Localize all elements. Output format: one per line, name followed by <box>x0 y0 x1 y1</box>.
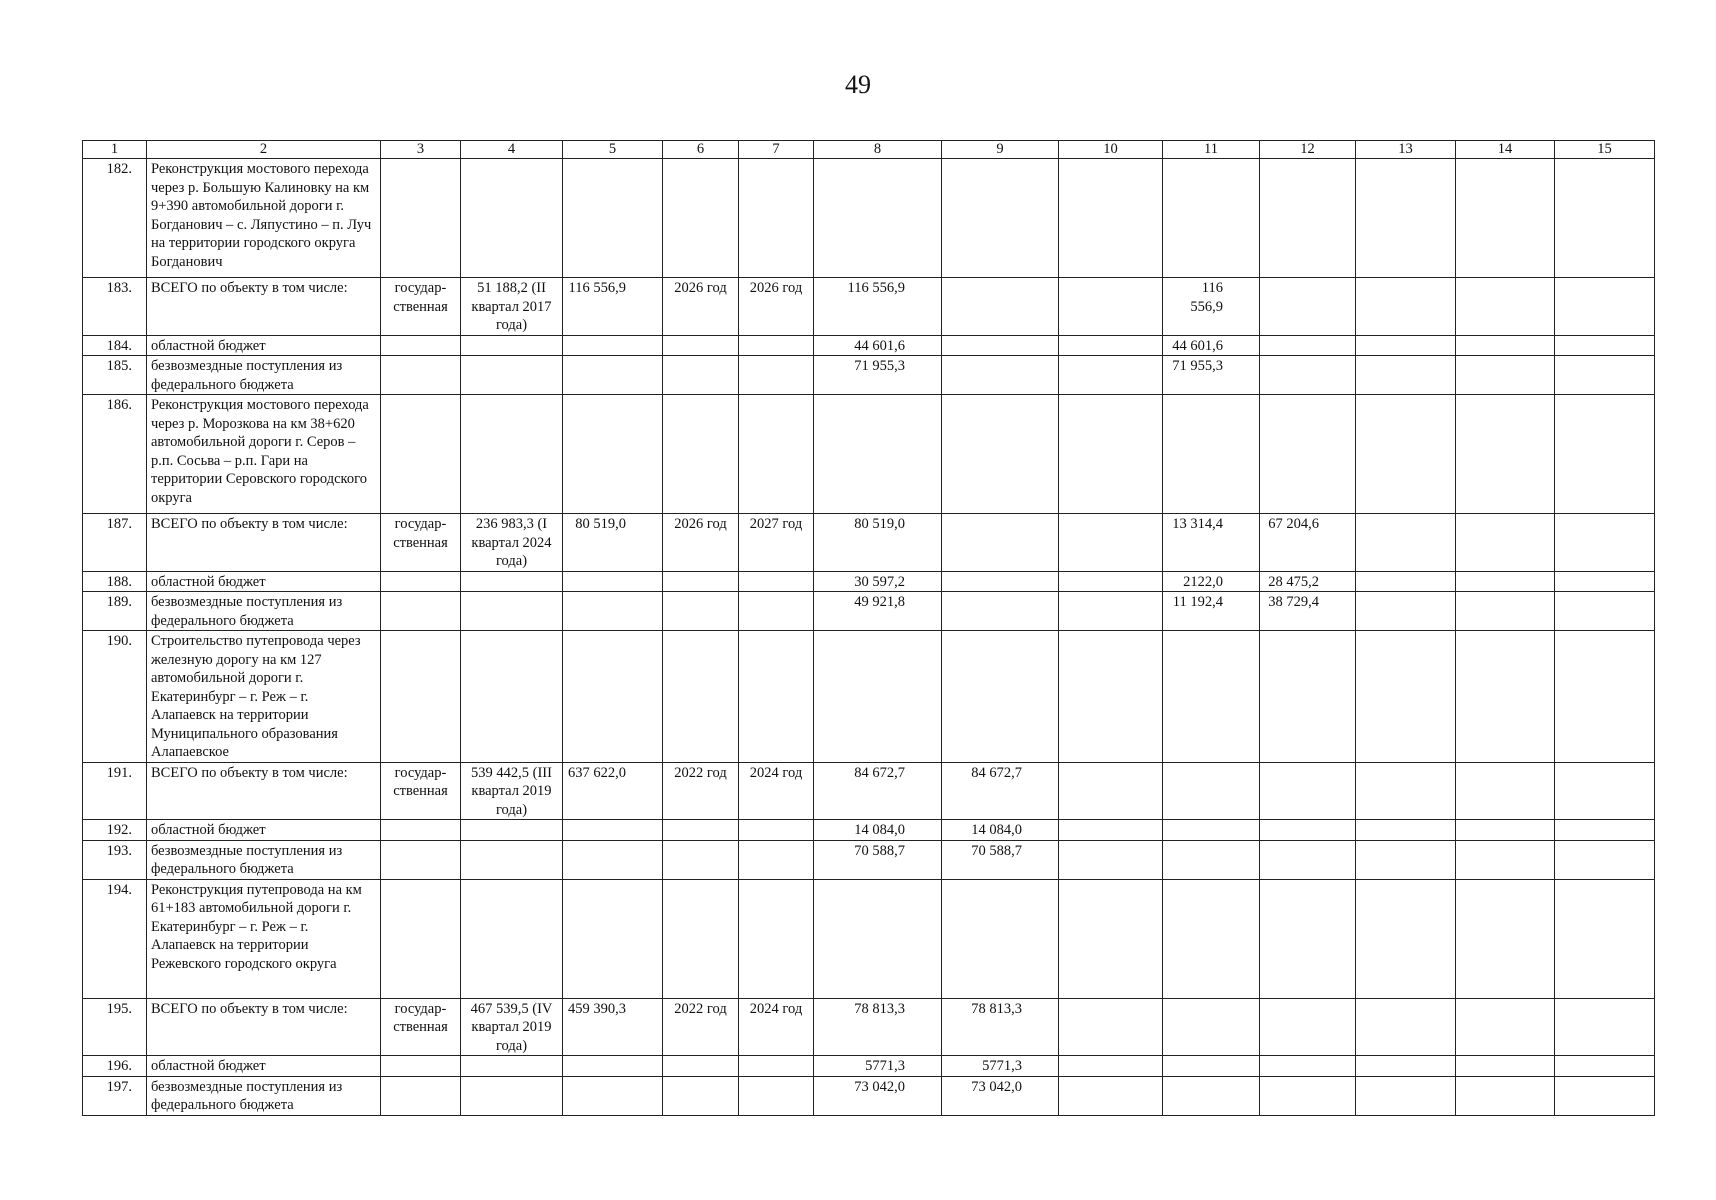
table-row <box>83 1056 1655 1077</box>
cell-col-12 <box>1260 631 1356 763</box>
cell-col-6 <box>663 356 739 395</box>
cell-col-14 <box>1456 571 1555 592</box>
cell-col-9 <box>942 335 1059 356</box>
cell-col-6 <box>663 335 739 356</box>
cell-col-5 <box>563 820 663 841</box>
table-row <box>83 762 1655 820</box>
cell-col-12 <box>1260 840 1356 879</box>
table-row <box>83 278 1655 336</box>
cell-col-8: 14 084,0 <box>814 820 942 841</box>
cell-col-8: 84 672,7 <box>814 762 942 820</box>
cell-col-12 <box>1260 159 1356 278</box>
cell-col-7 <box>739 1056 814 1077</box>
cell-col-9: 78 813,3 <box>942 998 1059 1056</box>
cell-col-9 <box>942 514 1059 572</box>
item-name-cell: областной бюджет <box>147 571 381 592</box>
cell-col-13 <box>1356 879 1456 998</box>
cell-col-13 <box>1356 762 1456 820</box>
cell-col-10 <box>1059 395 1163 514</box>
cell-col-12 <box>1260 1076 1356 1115</box>
cell-col-15 <box>1555 1076 1655 1115</box>
cell-col-3 <box>381 356 461 395</box>
cell-col-10 <box>1059 571 1163 592</box>
cell-col-6 <box>663 395 739 514</box>
cell-col-15 <box>1555 159 1655 278</box>
row-number-cell: 182. <box>83 159 147 278</box>
row-number-cell: 187. <box>83 514 147 572</box>
cell-col-14 <box>1456 762 1555 820</box>
cell-col-11 <box>1163 840 1260 879</box>
cell-col-6 <box>663 840 739 879</box>
cell-col-13 <box>1356 356 1456 395</box>
cell-col-8 <box>814 159 942 278</box>
cell-col-15 <box>1555 395 1655 514</box>
cell-col-10 <box>1059 356 1163 395</box>
cell-col-7 <box>739 159 814 278</box>
cell-col-8: 73 042,0 <box>814 1076 942 1115</box>
cell-col-5 <box>563 159 663 278</box>
row-number-cell: 197. <box>83 1076 147 1115</box>
cell-col-4 <box>461 1076 563 1115</box>
row-number-cell: 191. <box>83 762 147 820</box>
cell-col-13 <box>1356 592 1456 631</box>
cell-col-4 <box>461 1056 563 1077</box>
cell-col-7 <box>739 879 814 998</box>
cell-col-4: 539 442,5 (III квартал 2019 года) <box>461 762 563 820</box>
row-number-cell: 189. <box>83 592 147 631</box>
cell-col-14 <box>1456 998 1555 1056</box>
cell-col-15 <box>1555 278 1655 336</box>
cell-col-10 <box>1059 879 1163 998</box>
cell-col-5 <box>563 879 663 998</box>
cell-col-12: 67 204,6 <box>1260 514 1356 572</box>
cell-col-8: 44 601,6 <box>814 335 942 356</box>
item-name-cell: областной бюджет <box>147 1056 381 1077</box>
cell-col-7: 2026 год <box>739 278 814 336</box>
cell-col-11 <box>1163 1076 1260 1115</box>
cell-col-4 <box>461 571 563 592</box>
cell-col-6 <box>663 159 739 278</box>
cell-col-5: 80 519,0 <box>563 514 663 572</box>
column-header-1: 1 <box>83 141 147 159</box>
cell-col-9 <box>942 395 1059 514</box>
cell-col-5: 116 556,9 <box>563 278 663 336</box>
cell-col-13 <box>1356 1076 1456 1115</box>
item-name-cell: безвозмездные поступления из федерального бюджета <box>147 1076 381 1115</box>
cell-col-4 <box>461 159 563 278</box>
cell-col-4 <box>461 840 563 879</box>
cell-col-3: государственная <box>381 998 461 1056</box>
cell-col-7: 2024 год <box>739 762 814 820</box>
cell-col-3 <box>381 631 461 763</box>
cell-col-6 <box>663 1076 739 1115</box>
cell-col-14 <box>1456 335 1555 356</box>
cell-col-13 <box>1356 820 1456 841</box>
cell-col-8: 49 921,8 <box>814 592 942 631</box>
cell-col-11 <box>1163 631 1260 763</box>
table-row <box>83 820 1655 841</box>
cell-col-12 <box>1260 335 1356 356</box>
cell-col-4 <box>461 395 563 514</box>
item-name-cell: безвозмездные поступления из федерального бюджета <box>147 592 381 631</box>
cell-col-12 <box>1260 278 1356 336</box>
table-row <box>83 840 1655 879</box>
cell-col-12 <box>1260 998 1356 1056</box>
cell-col-7: 2027 год <box>739 514 814 572</box>
column-header-12: 12 <box>1260 141 1356 159</box>
cell-col-6 <box>663 631 739 763</box>
cell-col-15 <box>1555 631 1655 763</box>
cell-col-11: 71 955,3 <box>1163 356 1260 395</box>
table-row <box>83 631 1655 763</box>
cell-col-3 <box>381 395 461 514</box>
cell-col-14 <box>1456 514 1555 572</box>
cell-col-11: 116 556,9 <box>1163 278 1260 336</box>
cell-col-5 <box>563 571 663 592</box>
cell-col-7 <box>739 356 814 395</box>
cell-col-7 <box>739 631 814 763</box>
cell-col-11: 13 314,4 <box>1163 514 1260 572</box>
cell-col-12: 28 475,2 <box>1260 571 1356 592</box>
item-name-cell: Реконструкция путепровода на км 61+183 автомобильной дороги г. Екатеринбург – г. Реж – г. Алапаевск на территории Режевского городского округа <box>147 879 381 998</box>
cell-col-14 <box>1456 1056 1555 1077</box>
cell-col-6 <box>663 879 739 998</box>
table-row <box>83 335 1655 356</box>
cell-col-11 <box>1163 1056 1260 1077</box>
cell-col-14 <box>1456 395 1555 514</box>
cell-col-10 <box>1059 631 1163 763</box>
cell-col-8: 78 813,3 <box>814 998 942 1056</box>
cell-col-11: 2122,0 <box>1163 571 1260 592</box>
cell-col-4 <box>461 820 563 841</box>
column-header-5: 5 <box>563 141 663 159</box>
cell-col-9: 5771,3 <box>942 1056 1059 1077</box>
column-header-8: 8 <box>814 141 942 159</box>
cell-col-13 <box>1356 278 1456 336</box>
cell-col-12: 38 729,4 <box>1260 592 1356 631</box>
cell-col-9 <box>942 356 1059 395</box>
cell-col-3 <box>381 879 461 998</box>
cell-col-5 <box>563 631 663 763</box>
cell-col-9 <box>942 631 1059 763</box>
cell-col-6 <box>663 820 739 841</box>
cell-col-5 <box>563 1076 663 1115</box>
cell-col-12 <box>1260 762 1356 820</box>
cell-col-14 <box>1456 592 1555 631</box>
item-name-cell: областной бюджет <box>147 820 381 841</box>
cell-col-15 <box>1555 840 1655 879</box>
cell-col-6 <box>663 592 739 631</box>
row-number-cell: 193. <box>83 840 147 879</box>
item-name-cell: Реконструкция мостового перехода через р. Большую Калиновку на км 9+390 автомобильной дороги г. Богданович – с. Ляпустино – п. Луч на территории городского округа Богданович <box>147 159 381 278</box>
row-number-cell: 185. <box>83 356 147 395</box>
cell-col-10 <box>1059 998 1163 1056</box>
cell-col-8 <box>814 631 942 763</box>
cell-col-4: 236 983,3 (I квартал 2024 года) <box>461 514 563 572</box>
column-header-3: 3 <box>381 141 461 159</box>
cell-col-3 <box>381 335 461 356</box>
cell-col-10 <box>1059 278 1163 336</box>
cell-col-13 <box>1356 840 1456 879</box>
column-header-11: 11 <box>1163 141 1260 159</box>
cell-col-6: 2026 год <box>663 514 739 572</box>
column-header-7: 7 <box>739 141 814 159</box>
cell-col-3: государственная <box>381 278 461 336</box>
cell-col-15 <box>1555 356 1655 395</box>
cell-col-8: 71 955,3 <box>814 356 942 395</box>
cell-col-4: 467 539,5 (IV квартал 2019 года) <box>461 998 563 1056</box>
cell-col-6: 2022 год <box>663 762 739 820</box>
column-header-14: 14 <box>1456 141 1555 159</box>
item-name-cell: Реконструкция мостового перехода через р. Морозкова на км 38+620 автомобильной дороги г. Серов – р.п. Сосьва – р.п. Гари на территории Серовского городского округа <box>147 395 381 514</box>
cell-col-12 <box>1260 1056 1356 1077</box>
cell-col-7 <box>739 395 814 514</box>
cell-col-5: 459 390,3 <box>563 998 663 1056</box>
row-number-cell: 186. <box>83 395 147 514</box>
cell-col-13 <box>1356 631 1456 763</box>
cell-col-11 <box>1163 820 1260 841</box>
cell-col-3 <box>381 820 461 841</box>
cell-col-9 <box>942 159 1059 278</box>
cell-col-9 <box>942 592 1059 631</box>
cell-col-12 <box>1260 395 1356 514</box>
cell-col-14 <box>1456 1076 1555 1115</box>
table-row <box>83 356 1655 395</box>
cell-col-10 <box>1059 592 1163 631</box>
cell-col-8: 30 597,2 <box>814 571 942 592</box>
cell-col-14 <box>1456 879 1555 998</box>
investment-table <box>82 140 1655 1116</box>
cell-col-8: 116 556,9 <box>814 278 942 336</box>
cell-col-11 <box>1163 879 1260 998</box>
cell-col-13 <box>1356 998 1456 1056</box>
cell-col-11 <box>1163 998 1260 1056</box>
cell-col-3 <box>381 571 461 592</box>
row-number-cell: 194. <box>83 879 147 998</box>
cell-col-5 <box>563 335 663 356</box>
cell-col-15 <box>1555 762 1655 820</box>
cell-col-9: 84 672,7 <box>942 762 1059 820</box>
row-number-cell: 183. <box>83 278 147 336</box>
cell-col-11: 44 601,6 <box>1163 335 1260 356</box>
cell-col-3: государственная <box>381 762 461 820</box>
table-row <box>83 1076 1655 1115</box>
cell-col-15 <box>1555 335 1655 356</box>
cell-col-10 <box>1059 159 1163 278</box>
cell-col-10 <box>1059 1076 1163 1115</box>
cell-col-10 <box>1059 820 1163 841</box>
column-header-9: 9 <box>942 141 1059 159</box>
column-header-15: 15 <box>1555 141 1655 159</box>
cell-col-14 <box>1456 820 1555 841</box>
cell-col-5 <box>563 592 663 631</box>
cell-col-10 <box>1059 335 1163 356</box>
cell-col-15 <box>1555 998 1655 1056</box>
cell-col-13 <box>1356 571 1456 592</box>
table-row <box>83 514 1655 572</box>
cell-col-15 <box>1555 592 1655 631</box>
cell-col-4 <box>461 631 563 763</box>
cell-col-3 <box>381 159 461 278</box>
header-row <box>83 141 1655 159</box>
table-row <box>83 998 1655 1056</box>
cell-col-13 <box>1356 395 1456 514</box>
item-name-cell: ВСЕГО по объекту в том числе: <box>147 998 381 1056</box>
cell-col-11 <box>1163 395 1260 514</box>
cell-col-11 <box>1163 762 1260 820</box>
cell-col-9: 14 084,0 <box>942 820 1059 841</box>
cell-col-3 <box>381 840 461 879</box>
cell-col-14 <box>1456 356 1555 395</box>
cell-col-12 <box>1260 879 1356 998</box>
page-number: 49 <box>845 70 871 99</box>
row-number-cell: 184. <box>83 335 147 356</box>
cell-col-13 <box>1356 335 1456 356</box>
cell-col-4 <box>461 879 563 998</box>
table-row <box>83 879 1655 998</box>
table-row <box>83 592 1655 631</box>
column-header-6: 6 <box>663 141 739 159</box>
cell-col-15 <box>1555 514 1655 572</box>
cell-col-8: 70 588,7 <box>814 840 942 879</box>
cell-col-15 <box>1555 1056 1655 1077</box>
cell-col-4: 51 188,2 (II квартал 2017 года) <box>461 278 563 336</box>
cell-col-8: 5771,3 <box>814 1056 942 1077</box>
table-row <box>83 395 1655 514</box>
cell-col-13 <box>1356 514 1456 572</box>
row-number-cell: 188. <box>83 571 147 592</box>
cell-col-6 <box>663 1056 739 1077</box>
item-name-cell: Строительство путепровода через железную дорогу на км 127 автомобильной дороги г. Екатеринбург – г. Реж – г. Алапаевск на территории Муниципального образования Алапаевское <box>147 631 381 763</box>
cell-col-13 <box>1356 1056 1456 1077</box>
cell-col-8: 80 519,0 <box>814 514 942 572</box>
item-name-cell: безвозмездные поступления из федерального бюджета <box>147 840 381 879</box>
cell-col-3 <box>381 1056 461 1077</box>
cell-col-14 <box>1456 631 1555 763</box>
cell-col-9: 70 588,7 <box>942 840 1059 879</box>
cell-col-14 <box>1456 159 1555 278</box>
row-number-cell: 195. <box>83 998 147 1056</box>
cell-col-8 <box>814 395 942 514</box>
row-number-cell: 192. <box>83 820 147 841</box>
cell-col-10 <box>1059 514 1163 572</box>
cell-col-7 <box>739 1076 814 1115</box>
cell-col-9 <box>942 278 1059 336</box>
item-name-cell: ВСЕГО по объекту в том числе: <box>147 278 381 336</box>
cell-col-15 <box>1555 571 1655 592</box>
cell-col-12 <box>1260 820 1356 841</box>
cell-col-7 <box>739 840 814 879</box>
cell-col-7 <box>739 592 814 631</box>
cell-col-4 <box>461 356 563 395</box>
cell-col-9 <box>942 879 1059 998</box>
cell-col-9 <box>942 571 1059 592</box>
cell-col-15 <box>1555 879 1655 998</box>
cell-col-5 <box>563 395 663 514</box>
cell-col-14 <box>1456 840 1555 879</box>
cell-col-13 <box>1356 159 1456 278</box>
cell-col-9: 73 042,0 <box>942 1076 1059 1115</box>
cell-col-14 <box>1456 278 1555 336</box>
cell-col-7 <box>739 571 814 592</box>
row-number-cell: 196. <box>83 1056 147 1077</box>
cell-col-10 <box>1059 762 1163 820</box>
cell-col-3 <box>381 592 461 631</box>
cell-col-3: государственная <box>381 514 461 572</box>
cell-col-6: 2022 год <box>663 998 739 1056</box>
table-row <box>83 159 1655 278</box>
cell-col-11 <box>1163 159 1260 278</box>
cell-col-8 <box>814 879 942 998</box>
cell-col-7 <box>739 335 814 356</box>
cell-col-5 <box>563 840 663 879</box>
row-number-cell: 190. <box>83 631 147 763</box>
table-body <box>83 141 1655 1116</box>
column-header-4: 4 <box>461 141 563 159</box>
cell-col-10 <box>1059 840 1163 879</box>
column-header-2: 2 <box>147 141 381 159</box>
cell-col-15 <box>1555 820 1655 841</box>
item-name-cell: ВСЕГО по объекту в том числе: <box>147 514 381 572</box>
cell-col-7: 2024 год <box>739 998 814 1056</box>
item-name-cell: ВСЕГО по объекту в том числе: <box>147 762 381 820</box>
cell-col-12 <box>1260 356 1356 395</box>
cell-col-6: 2026 год <box>663 278 739 336</box>
table-row <box>83 571 1655 592</box>
cell-col-3 <box>381 1076 461 1115</box>
cell-col-7 <box>739 820 814 841</box>
cell-col-4 <box>461 335 563 356</box>
item-name-cell: безвозмездные поступления из федерального бюджета <box>147 356 381 395</box>
cell-col-5 <box>563 1056 663 1077</box>
cell-col-6 <box>663 571 739 592</box>
cell-col-10 <box>1059 1056 1163 1077</box>
cell-col-4 <box>461 592 563 631</box>
cell-col-5: 637 622,0 <box>563 762 663 820</box>
cell-col-5 <box>563 356 663 395</box>
column-header-13: 13 <box>1356 141 1456 159</box>
column-header-10: 10 <box>1059 141 1163 159</box>
cell-col-11: 11 192,4 <box>1163 592 1260 631</box>
item-name-cell: областной бюджет <box>147 335 381 356</box>
